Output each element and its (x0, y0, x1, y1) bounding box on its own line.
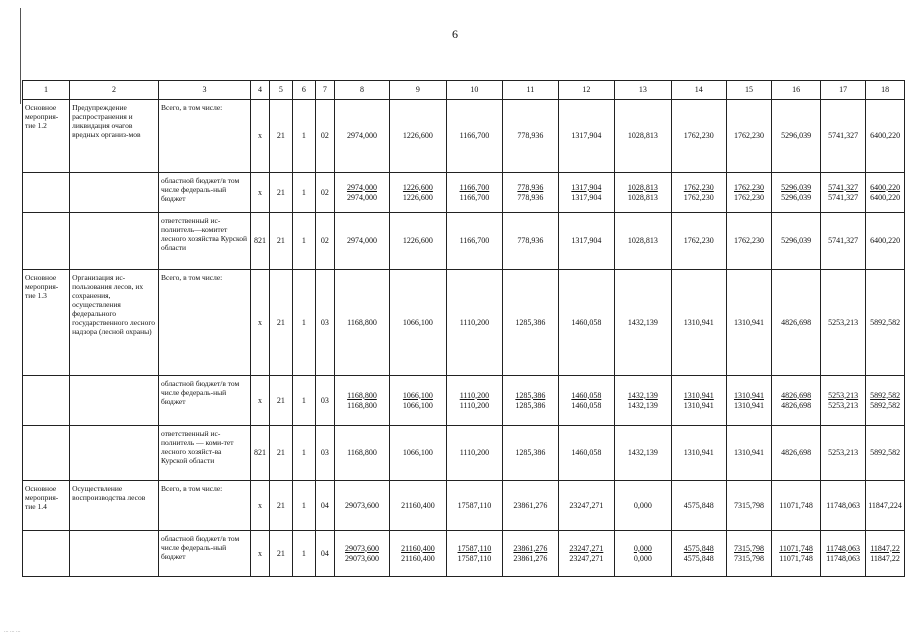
program-code-cell: 21 (269, 173, 292, 213)
table-row (23, 426, 905, 481)
grbs-cell: 821 (251, 213, 270, 270)
value-cell: 1285,386 (503, 426, 558, 481)
grbs-cell: 821 (251, 426, 270, 481)
value-regional: 1166,700 (459, 182, 490, 192)
value-cell: 1110,200 (446, 426, 502, 481)
value-federal: 1028,813 (627, 192, 658, 202)
value-federal: 2974,000 (346, 192, 377, 202)
value-regional: 1028,813 (627, 182, 658, 192)
value-cell: 1066,100 (390, 426, 446, 481)
value-federal: 1226,600 (402, 192, 433, 202)
subprogram-code-cell: 1 (292, 481, 315, 531)
value-federal: 11071,748 (779, 553, 813, 563)
value-cell: 5296,039 (771, 100, 820, 173)
value-cell (771, 376, 820, 426)
value-regional: 29073,600 (344, 543, 379, 553)
value-federal: 1066,100 (402, 400, 433, 410)
value-cell: 6400,220 (866, 100, 905, 173)
program-code-cell: 21 (269, 213, 292, 270)
value-regional: 0,000 (633, 543, 652, 553)
value-cell: 1317,904 (558, 100, 614, 173)
header-row (23, 81, 905, 100)
value-cell (615, 376, 671, 426)
subprogram-code-cell: 1 (292, 100, 315, 173)
value-cell: 5892,582 (866, 426, 905, 481)
footer-mark: ... ... ... (4, 628, 21, 634)
value-cell (446, 173, 502, 213)
value-cell: 11847,224 (866, 481, 905, 531)
measure-code-cell (23, 531, 70, 577)
value-federal: 11748,063 (826, 553, 860, 563)
value-cell: 1110,200 (446, 270, 502, 376)
value-cell (771, 173, 820, 213)
column-header: 5 (269, 81, 292, 100)
value-cell (771, 531, 820, 577)
program-code-cell: 21 (269, 531, 292, 577)
funding-source-cell: Всего, в том числе: (159, 100, 251, 173)
value-regional: 778,936 (517, 182, 544, 192)
value-cell: 2974,000 (334, 213, 389, 270)
value-cell: 1310,941 (727, 270, 772, 376)
value-cell (390, 376, 446, 426)
measure-name-cell (70, 213, 159, 270)
table-body (23, 100, 905, 577)
value-regional: 1762,230 (683, 182, 714, 192)
value-cell: 4826,698 (771, 426, 820, 481)
measure-code-cell (23, 173, 70, 213)
value-cell: 21160,400 (390, 481, 446, 531)
value-cell: 2974,000 (334, 100, 389, 173)
value-regional: 21160,400 (401, 543, 435, 553)
value-cell: 29073,600 (334, 481, 389, 531)
value-cell: 1762,230 (727, 100, 772, 173)
column-header: 14 (671, 81, 726, 100)
value-federal: 1166,700 (459, 192, 490, 202)
column-header: 13 (615, 81, 671, 100)
value-cell: 1166,700 (446, 213, 502, 270)
value-cell: 1762,230 (671, 100, 726, 173)
subprogram-code-cell: 1 (292, 213, 315, 270)
value-regional: 1432,139 (627, 390, 658, 400)
value-cell: 11071,748 (771, 481, 820, 531)
measure-name-cell: Предупреждение распространения и ликвидация очагов вредных организ-мов (70, 100, 159, 173)
value-regional: 1110,200 (459, 390, 490, 400)
value-cell (866, 531, 905, 577)
value-federal: 5296,039 (781, 192, 812, 202)
value-cell: 1460,058 (558, 270, 614, 376)
value-federal: 1110,200 (459, 400, 490, 410)
value-federal: 5741,327 (828, 192, 859, 202)
value-cell: 1168,800 (334, 426, 389, 481)
grbs-cell: х (251, 531, 270, 577)
value-federal: 6400,220 (870, 192, 901, 202)
value-federal: 1285,386 (515, 400, 546, 410)
value-federal: 1317,904 (571, 192, 602, 202)
value-cell: 0,000 (615, 481, 671, 531)
value-cell: 5741,327 (821, 213, 866, 270)
value-cell: 1310,941 (671, 426, 726, 481)
value-federal: 1168,800 (347, 400, 377, 410)
column-header: 18 (866, 81, 905, 100)
value-regional: 11748,063 (826, 543, 860, 553)
measure-name-cell: Осуществление воспроизводства лесов (70, 481, 159, 531)
value-cell (558, 531, 614, 577)
grbs-cell: х (251, 173, 270, 213)
value-federal: 17587,110 (457, 553, 492, 563)
value-cell (334, 376, 389, 426)
table-row (23, 270, 905, 376)
value-cell (503, 376, 558, 426)
value-federal: 5892,582 (870, 400, 901, 410)
value-cell: 17587,110 (446, 481, 502, 531)
budget-table-wrapper (22, 80, 905, 577)
value-cell (334, 173, 389, 213)
value-cell: 1762,230 (671, 213, 726, 270)
value-federal: 7315,798 (733, 553, 764, 563)
value-cell: 1166,700 (446, 100, 502, 173)
value-cell (727, 376, 772, 426)
column-header: 1 (23, 81, 70, 100)
value-cell (727, 531, 772, 577)
value-cell (558, 173, 614, 213)
program-code-cell: 21 (269, 481, 292, 531)
column-header: 16 (771, 81, 820, 100)
value-cell (503, 173, 558, 213)
column-header: 11 (503, 81, 558, 100)
measure-code-cell: Основное мероприя-тие 1.2 (23, 100, 70, 173)
value-regional: 1762,230 (733, 182, 764, 192)
column-header: 2 (70, 81, 159, 100)
value-federal: 4826,698 (781, 400, 812, 410)
value-cell: 4575,848 (671, 481, 726, 531)
value-regional: 1460,058 (571, 390, 602, 400)
value-cell (727, 173, 772, 213)
value-cell (671, 376, 726, 426)
value-federal: 21160,400 (401, 553, 435, 563)
value-cell: 778,936 (503, 100, 558, 173)
value-cell: 1028,813 (615, 213, 671, 270)
value-cell: 5892,582 (866, 270, 905, 376)
value-cell: 1285,386 (503, 270, 558, 376)
value-regional: 4826,698 (781, 390, 812, 400)
page-number: 6 (452, 27, 458, 41)
value-cell: 23247,271 (558, 481, 614, 531)
value-cell (821, 531, 866, 577)
value-cell (866, 173, 905, 213)
table-row (23, 173, 905, 213)
program-code-cell: 21 (269, 426, 292, 481)
value-cell: 7315,798 (727, 481, 772, 531)
value-federal: 29073,600 (344, 553, 379, 563)
value-cell: 5296,039 (771, 213, 820, 270)
value-cell (390, 173, 446, 213)
measure-code-cell (23, 426, 70, 481)
measure-name-cell (70, 531, 159, 577)
measure-num-cell: 04 (315, 531, 334, 577)
value-regional: 5253,213 (828, 390, 859, 400)
value-cell: 1310,941 (671, 270, 726, 376)
value-regional: 1168,800 (347, 390, 377, 400)
column-header: 10 (446, 81, 502, 100)
column-header: 15 (727, 81, 772, 100)
measure-name-cell (70, 376, 159, 426)
measure-code-cell (23, 376, 70, 426)
value-federal: 1310,941 (733, 400, 764, 410)
value-cell (671, 173, 726, 213)
subprogram-code-cell: 1 (292, 531, 315, 577)
measure-num-cell: 03 (315, 376, 334, 426)
value-regional: 6400,220 (870, 182, 901, 192)
value-regional: 5741,327 (828, 182, 859, 192)
value-federal: 23861,276 (513, 553, 548, 563)
value-cell (821, 173, 866, 213)
column-header: 3 (159, 81, 251, 100)
column-header: 7 (315, 81, 334, 100)
measure-num-cell: 02 (315, 173, 334, 213)
measure-code-cell: Основное мероприя-тие 1.3 (23, 270, 70, 376)
value-cell (558, 376, 614, 426)
value-regional: 1066,100 (402, 390, 433, 400)
value-regional: 5296,039 (781, 182, 812, 192)
funding-source-cell: областной бюджет/в том числе федераль-ный бюджет (159, 531, 251, 577)
measure-code-cell (23, 213, 70, 270)
value-regional: 1285,386 (515, 390, 546, 400)
table-row (23, 481, 905, 531)
value-cell: 5253,213 (821, 426, 866, 481)
value-regional: 4575,848 (683, 543, 714, 553)
value-cell: 778,936 (503, 213, 558, 270)
value-cell: 1432,139 (615, 270, 671, 376)
grbs-cell: х (251, 270, 270, 376)
column-header: 12 (558, 81, 614, 100)
measure-name-cell (70, 173, 159, 213)
budget-table (22, 80, 905, 577)
value-cell (334, 531, 389, 577)
value-cell: 1762,230 (727, 213, 772, 270)
value-cell: 1317,904 (558, 213, 614, 270)
subprogram-code-cell: 1 (292, 270, 315, 376)
value-regional: 11847,22 (870, 543, 900, 553)
subprogram-code-cell: 1 (292, 376, 315, 426)
value-federal: 1460,058 (571, 400, 602, 410)
grbs-cell: х (251, 100, 270, 173)
measure-num-cell: 03 (315, 270, 334, 376)
measure-num-cell: 03 (315, 426, 334, 481)
value-cell (446, 531, 502, 577)
value-cell: 1226,600 (390, 100, 446, 173)
value-federal: 4575,848 (683, 553, 714, 563)
column-header: 8 (334, 81, 389, 100)
value-regional: 7315,798 (733, 543, 764, 553)
measure-name-cell: Организация ис-пользования лесов, их сохранения, осуществления федерального государственного лесного надзора (лесной охраны) (70, 270, 159, 376)
funding-source-cell: Всего, в том числе: (159, 481, 251, 531)
value-cell: 1432,139 (615, 426, 671, 481)
table-row (23, 213, 905, 270)
value-cell: 6400,220 (866, 213, 905, 270)
value-cell: 1226,600 (390, 213, 446, 270)
column-header: 17 (821, 81, 866, 100)
value-cell: 5741,327 (821, 100, 866, 173)
column-header: 6 (292, 81, 315, 100)
value-cell (390, 531, 446, 577)
table-row (23, 531, 905, 577)
value-regional: 23861,276 (513, 543, 548, 553)
value-cell: 1460,058 (558, 426, 614, 481)
value-regional: 5892,582 (870, 390, 901, 400)
value-cell (615, 531, 671, 577)
value-regional: 23247,271 (569, 543, 604, 553)
value-cell (446, 376, 502, 426)
value-cell (821, 376, 866, 426)
value-federal: 1310,941 (683, 400, 714, 410)
value-regional: 1310,941 (683, 390, 714, 400)
grbs-cell: х (251, 376, 270, 426)
program-code-cell: 21 (269, 376, 292, 426)
column-header: 4 (251, 81, 270, 100)
value-cell: 11748,063 (821, 481, 866, 531)
value-regional: 1226,600 (402, 182, 433, 192)
measure-name-cell (70, 426, 159, 481)
value-regional: 1310,941 (733, 390, 764, 400)
value-federal: 1432,139 (627, 400, 658, 410)
value-regional: 17587,110 (457, 543, 492, 553)
value-federal: 5253,213 (828, 400, 859, 410)
measure-num-cell: 02 (315, 100, 334, 173)
funding-source-cell: областной бюджет/в том числе федераль-ный бюджет (159, 376, 251, 426)
measure-code-cell: Основное мероприя-тие 1.4 (23, 481, 70, 531)
measure-num-cell: 04 (315, 481, 334, 531)
value-regional: 1317,904 (571, 182, 602, 192)
value-cell (866, 376, 905, 426)
value-cell: 23861,276 (503, 481, 558, 531)
value-federal: 778,936 (517, 192, 544, 202)
value-federal: 0,000 (633, 553, 652, 563)
grbs-cell: х (251, 481, 270, 531)
value-federal: 1762,230 (683, 192, 714, 202)
value-cell: 1028,813 (615, 100, 671, 173)
margin-rule (20, 8, 21, 104)
measure-num-cell: 02 (315, 213, 334, 270)
value-regional: 11071,748 (779, 543, 813, 553)
value-regional: 2974,000 (346, 182, 377, 192)
program-code-cell: 21 (269, 270, 292, 376)
value-federal: 1762,230 (733, 192, 764, 202)
table-row (23, 376, 905, 426)
subprogram-code-cell: 1 (292, 173, 315, 213)
table-row (23, 100, 905, 173)
value-cell: 1168,800 (334, 270, 389, 376)
funding-source-cell: ответственный ис-полнитель—комитет лесного хозяйства Курской области (159, 213, 251, 270)
value-cell: 1310,941 (727, 426, 772, 481)
value-cell (671, 531, 726, 577)
value-federal: 11847,22 (870, 553, 900, 563)
value-cell: 4826,698 (771, 270, 820, 376)
value-cell (615, 173, 671, 213)
value-federal: 23247,271 (569, 553, 604, 563)
value-cell: 1066,100 (390, 270, 446, 376)
value-cell: 5253,213 (821, 270, 866, 376)
value-cell (503, 531, 558, 577)
funding-source-cell: Всего, в том числе: (159, 270, 251, 376)
funding-source-cell: областной бюджет/в том числе федераль-ный бюджет (159, 173, 251, 213)
funding-source-cell: ответственный ис-полнитель — коми-тет лесного хозяйст-ва Курской области (159, 426, 251, 481)
program-code-cell: 21 (269, 100, 292, 173)
column-header: 9 (390, 81, 446, 100)
subprogram-code-cell: 1 (292, 426, 315, 481)
